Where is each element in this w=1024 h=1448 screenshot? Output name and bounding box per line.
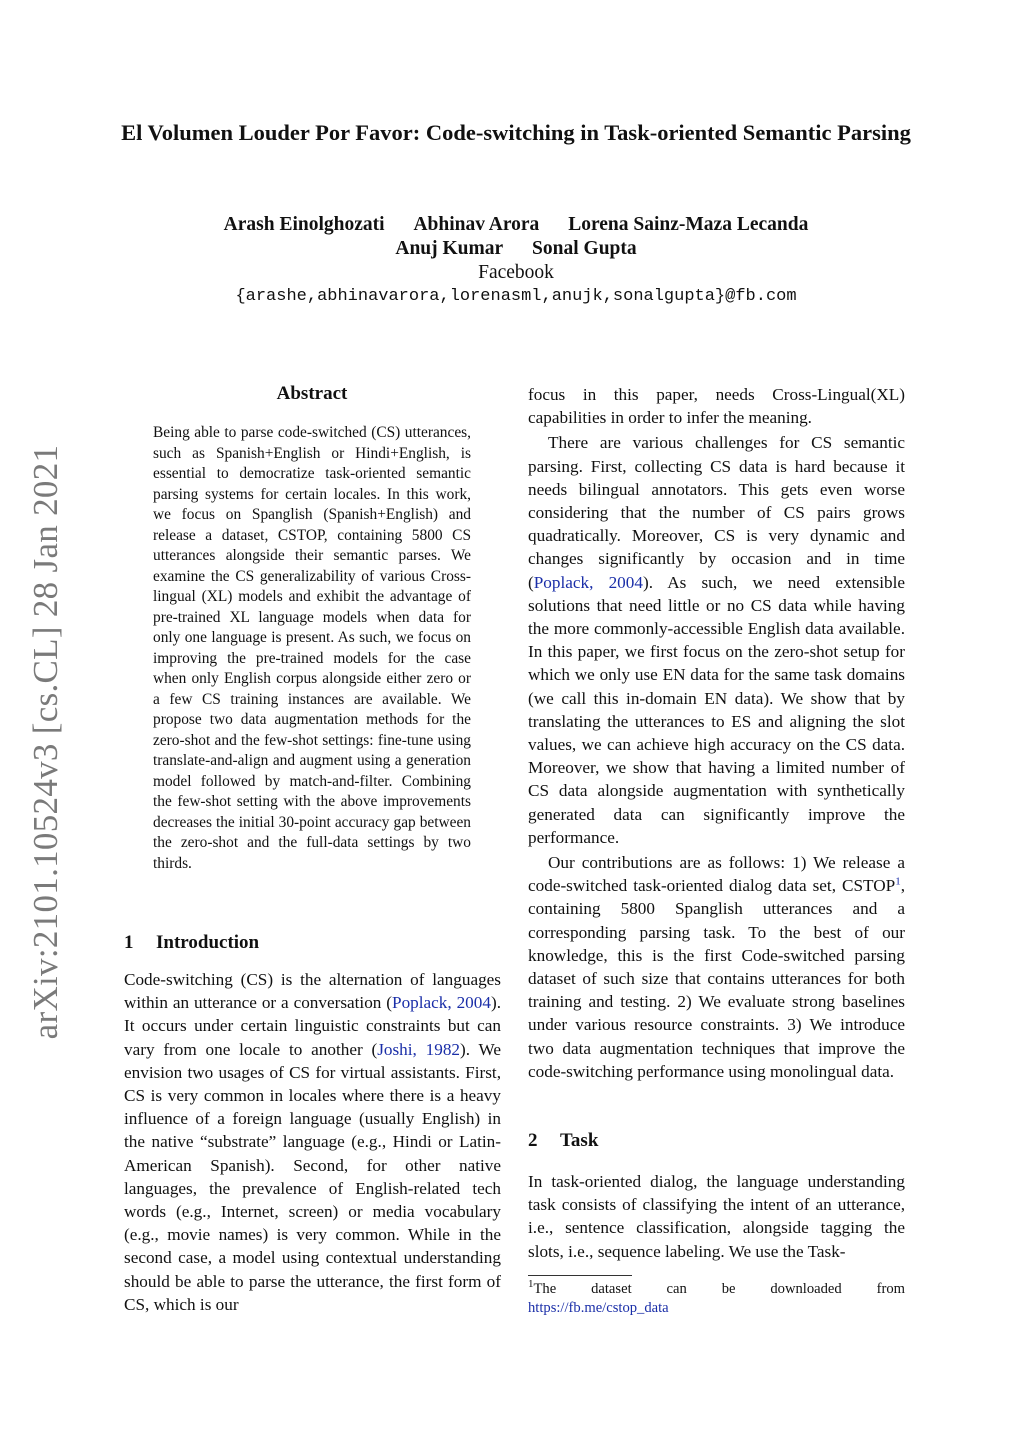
affiliation: Facebook [478,262,554,283]
text-run: There are various challenges for CS semantic parsing. First, collecting CS data is hard because it needs bilingual annotators. This gets even worse considering that the number of CS pairs grows quadratically. Moreover, CS is very dynamic and changes significantly by occasion and in time ( [528,433,905,592]
citation-link[interactable]: Joshi, 1982 [377,1039,461,1059]
citation-link[interactable]: Poplack, 2004 [533,572,643,592]
section-number: 2 [528,1130,538,1151]
right-column-body [528,383,905,1083]
footnote-text: The dataset can be downloaded from [533,1281,905,1297]
paragraph [528,851,905,1083]
author-emails: {arashe,abhinavarora,lorenasml,anujk,sonalgupta}@fb.com [235,287,797,306]
section-heading-task [528,1130,598,1152]
author-name: Abhinav Arora [413,214,540,235]
section-number: 1 [124,932,134,953]
author-name: Anuj Kumar [395,238,504,259]
author-name: Sonal Gupta [532,238,637,259]
author-name: Arash Einolghozati [223,214,385,235]
text-run: Code-switching (CS) is the alternation of languages within an utterance or a conversation ( [124,970,501,1013]
arxiv-stamp: arXiv:2101.10524v3 [cs.CL] 28 Jan 2021 [26,444,65,1040]
paragraph: focus in this paper, needs Cross-Lingual(XL) capabilities in order to infer the meaning. [528,385,905,428]
text-run: ). As such, we need extensible solutions that need little or no CS data while having the more commonly-accessible English data available. In this paper, we first focus on the zero-shot setup for which we only use EN data for the same task domains (we call this in-domain EN data). We show that by translating the utterances to ES and aligning the slot values, we can achieve high accuracy on the CS data. Moreover, we show that having a limited number of CS data alongside augmentation with synthetically generated data can significantly improve the performance. [528,572,905,847]
footnote-rule [528,1275,632,1276]
paragraph [124,968,501,1316]
abstract-heading: Abstract [276,383,348,404]
author-line-1 [110,213,922,237]
section-title: Task [560,1130,599,1151]
text-run: ). We envision two usages of CS for virtual assistants. First, CS is very common in locales where there is a heavy influence of a foreign language (usually English) in the native “substrate” language (e.g., Hindi or Latin-American Spanish). Second, for other native languages, the prevalence of English-related tech words (e.g., Internet, screen) or media vocabulary (e.g., movie names) is very common. While in the second case, a model using contextual understanding should be able to parse the utterance, the first form of CS, which is our [124,1039,501,1314]
paragraph [528,431,905,849]
abstract-body [153,423,471,874]
paragraph: In task-oriented dialog, the language understanding task consists of classifying the intent of an utterance, i.e., sentence classification, alongside tagging the slots, i.e., sequence labeling. We use the Task- [528,1172,905,1261]
footnote-url-link[interactable]: https://fb.me/cstop_data [528,1300,669,1316]
paper-title: El Volumen Louder Por Favor: Code-switching in Task-oriented Semantic Parsing [121,120,911,145]
text-run: Our contributions are as follows: 1) We release a code-switched task-oriented dialog data set, CSTOP [528,853,905,896]
text-run: , containing 5800 Spanglish utterances and a corresponding parsing task. To the best of our knowledge, this is the first Code-switched parsing dataset of such size that contains utterances for both training and testing. 2) We evaluate strong baselines under various resource constraints. 3) We introduce two data augmentation techniques that improve the code-switching performance using monolingual data. [528,876,905,1081]
text-run: ). It occurs under certain linguistic constraints but can vary from one locale to another ( [124,993,501,1059]
footnote-marker[interactable]: 1 [895,875,901,888]
author-line-2 [110,237,922,261]
section-title: Introduction [156,932,260,953]
author-name: Lorena Sainz-Maza Lecanda [568,214,809,235]
introduction-body [124,968,501,1316]
task-body [528,1170,905,1263]
footnote-number: 1 [528,1278,534,1291]
author-block [110,213,922,309]
citation-link[interactable]: Poplack, 2004 [392,993,491,1013]
section-heading-introduction [124,932,259,954]
footnote [528,1280,905,1299]
abstract-text: Being able to parse code-switched (CS) utterances, such as Spanish+English or Hindi+English, is essential to democratize task-oriented semantic parsing systems for certain locales. In this work, we focus on Spanglish (Spanish+English) and release a dataset, CSTOP, containing 5800 CS utterances alongside their semantic parses. We examine the CS generalizability of various Cross-lingual (XL) models and exhibit the advantage of pre-trained XL language models when data for only one language is present. As such, we focus on improving the pre-trained models for the case when only English corpus alongside either zero or a few CS training instances are available. We propose two data augmentation methods for the zero-shot and the few-shot settings: fine-tune using translate-and-align and augment using a generation model followed by match-and-filter. Combining the few-shot setting with the above improvements decreases the initial 30-point accuracy gap between the zero-shot and the full-data settings by two thirds. [153,424,471,872]
